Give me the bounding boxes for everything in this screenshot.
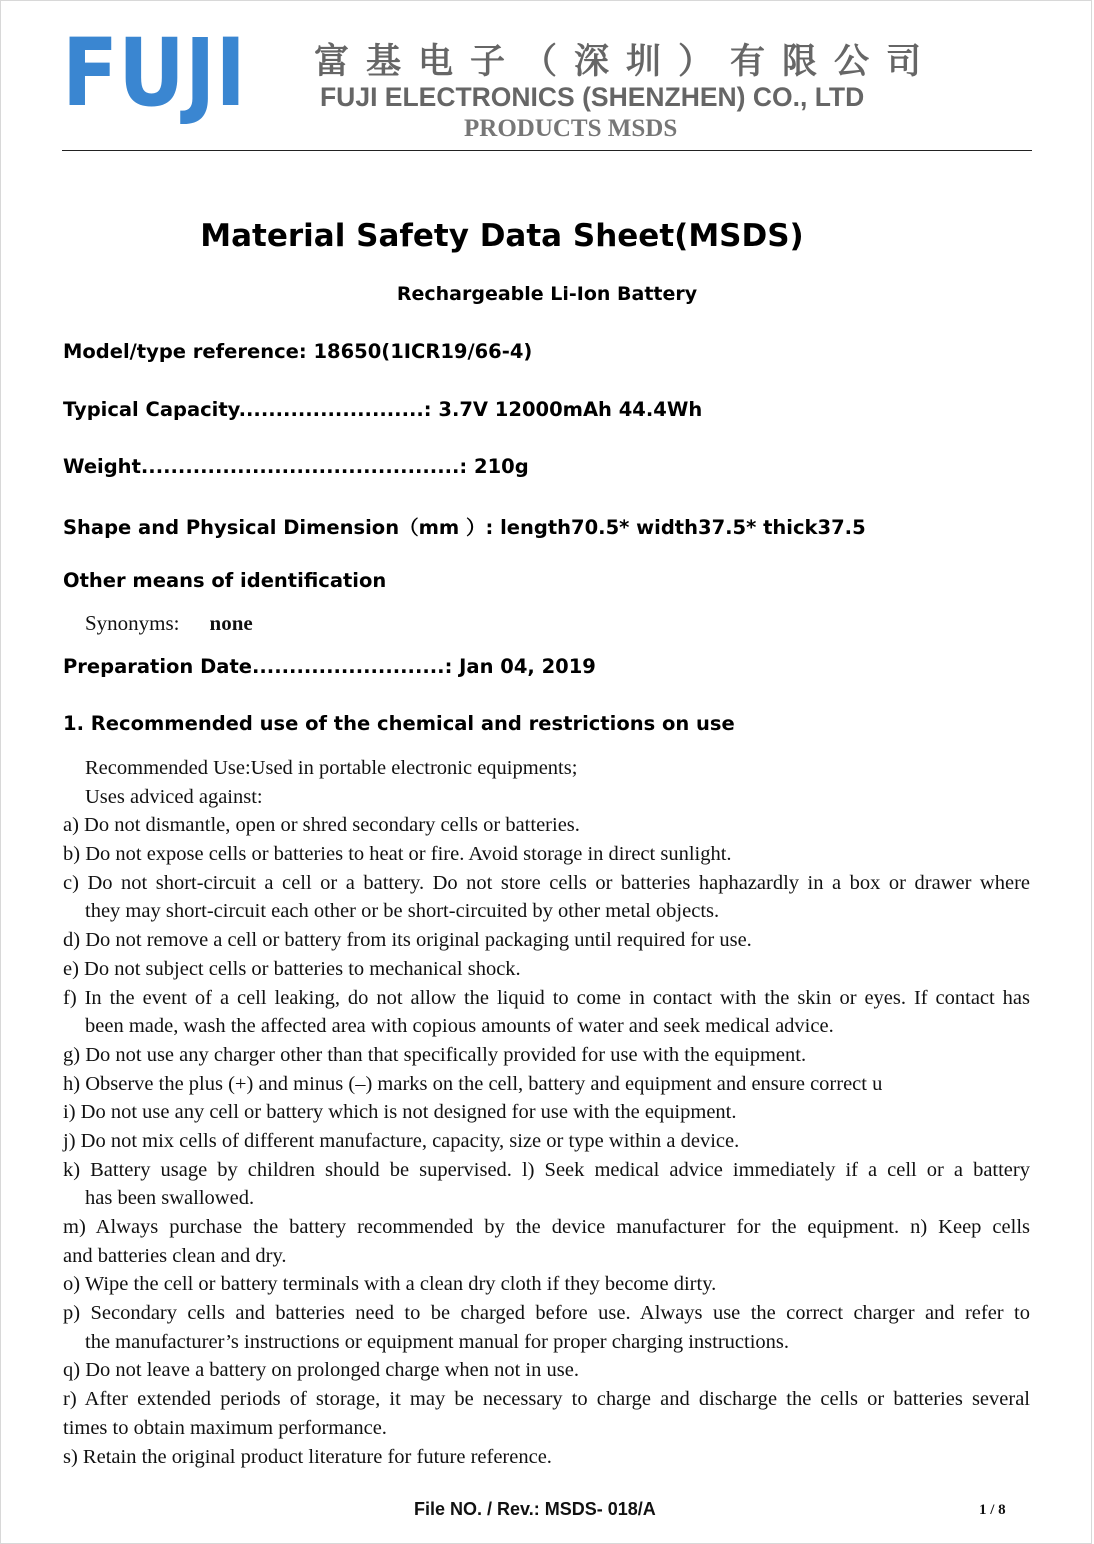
product-name: Rechargeable Li-Ion Battery	[396, 283, 698, 305]
synonyms-row	[85, 611, 253, 636]
synonyms-value: none	[209, 611, 253, 635]
list-item: g) Do not use any charger other than that specifically provided for use with the equipment.	[63, 1043, 807, 1066]
list-item: k) Battery usage by children should be supervised. l) Seek medical advice immediately if a cell or a battery	[63, 1158, 1030, 1181]
list-item: h) Observe the plus (+) and minus (–) marks on the cell, battery and equipment and ensure correct u	[63, 1072, 883, 1095]
list-item: j) Do not mix cells of different manufacture, capacity, size or type within a device.	[63, 1129, 740, 1152]
company-name-english: FUJI ELECTRONICS (SHENZHEN) CO., LTD	[320, 82, 865, 112]
list-item: has been swallowed.	[85, 1187, 255, 1210]
list-item: a) Do not dismantle, open or shred secondary cells or batteries.	[63, 814, 580, 837]
list-item: r) After extended periods of storage, it may be necessary to charge and discharge the cells or batteries several	[63, 1388, 1030, 1411]
list-item: and batteries clean and dry.	[63, 1244, 287, 1267]
model-reference: Model/type reference: 18650(1ICR19/66-4)	[63, 340, 533, 363]
list-item: f) In the event of a cell leaking, do not allow the liquid to come in contact with the skin or eyes. If contact has	[63, 986, 1030, 1009]
list-item: Recommended Use:Used in portable electronic equipments;	[85, 757, 578, 779]
page-number: 1 / 8	[979, 1502, 1006, 1518]
fuji-logo	[62, 19, 246, 128]
list-item: times to obtain maximum performance.	[63, 1416, 387, 1439]
list-item: s) Retain the original product literature for future reference.	[63, 1445, 552, 1468]
list-item: p) Secondary cells and batteries need to be charged before use. Always use the correct charger and refer to	[63, 1302, 1030, 1325]
list-item: they may short-circuit each other or be short-circuited by other metal objects.	[85, 900, 720, 923]
list-item: m) Always purchase the battery recommended by the device manufacturer for the equipment. n) Keep cells	[63, 1216, 1030, 1238]
document-title: Material Safety Data Sheet(MSDS)	[200, 218, 804, 254]
preparation-date: Preparation Date..........................: Jan 04, 2019	[63, 655, 596, 678]
list-item: o) Wipe the cell or battery terminals with a clean dry cloth if they become dirty.	[63, 1273, 717, 1296]
logo-text: FUJI	[62, 19, 246, 128]
typical-capacity: Typical Capacity.........................: 3.7V 12000mAh 44.4Wh	[63, 398, 703, 421]
section-1-heading: 1. Recommended use of the chemical and restrictions on use	[63, 712, 735, 735]
weight: Weight...........................................: 210g	[63, 455, 529, 478]
section-1-body	[63, 754, 1030, 1471]
physical-dimension: Shape and Physical Dimension（mm ）: length70.5* width37.5* thick37.5	[63, 516, 866, 539]
list-item: Uses adviced against:	[85, 785, 263, 808]
list-item: i) Do not use any cell or battery which is not designed for use with the equipment.	[63, 1101, 737, 1124]
list-item: d) Do not remove a cell or battery from its original packaging until required for use.	[63, 929, 752, 952]
list-item: e) Do not subject cells or batteries to mechanical shock.	[63, 957, 521, 980]
list-item: c) Do not short-circuit a cell or a battery. Do not store cells or batteries haphazardly in a box or drawer where	[63, 871, 1030, 894]
list-item: been made, wash the affected area with copious amounts of water and seek medical advice.	[85, 1015, 834, 1038]
header-divider	[62, 150, 1032, 151]
other-identification-heading: Other means of identification	[63, 569, 387, 592]
header-subtitle: PRODUCTS MSDS	[464, 115, 678, 142]
synonyms-label: Synonyms:	[85, 611, 180, 635]
list-item: b) Do not expose cells or batteries to heat or fire. Avoid storage in direct sunlight.	[63, 843, 732, 866]
company-name-chinese: 富基电子（深圳）有限公司	[314, 42, 939, 82]
list-item: the manufacturer’s instructions or equipment manual for proper charging instructions.	[85, 1330, 790, 1353]
file-number: File NO. / Rev.: MSDS- 018/A	[414, 1499, 656, 1519]
list-item: q) Do not leave a battery on prolonged charge when not in use.	[63, 1359, 579, 1382]
